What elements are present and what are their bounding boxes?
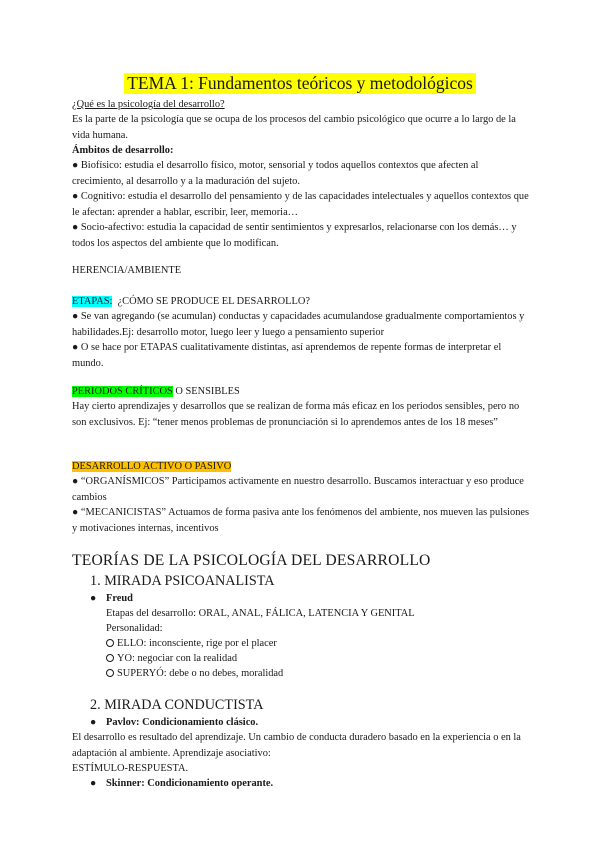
skinner-label: Skinner: Condicionamiento operante. [106,778,274,789]
bullet: ● [90,593,97,604]
freud-ello [106,636,277,652]
psicoanalista-heading: 1. MIRADA PSICOANALISTA [90,573,275,589]
etapas-label: ETAPAS: [72,296,113,307]
title-row [0,73,600,94]
periodos-label: PERIODOS CRÍTICOS [72,386,173,397]
activo-mecanicistas: ● “MECANICISTAS” Actuamos de forma pasiva ante los fenómenos del ambiente, nos mueven las pulsiones y motivaciones internas, incentivos [72,507,530,534]
etapas-question: ¿CÓMO SE PRODUCE EL DESARROLLO? [117,296,310,307]
pavlov-row [90,715,258,731]
ambitos-heading: Ámbitos de desarrollo: [72,145,174,156]
freud-superyo [106,666,283,682]
intro-answer: Es la parte de la psicología que se ocupa de los procesos del cambio psicológico que ocurre a lo largo de la vida humana. [72,114,516,141]
periodos-heading [72,384,530,400]
intro-question: ¿Qué es la psicología del desarrollo? [72,99,225,110]
etapas-point-2: ● O se hace por ETAPAS cualitativamente distintas, así aprendemos de repente formas de interpretar el mundo. [72,342,502,369]
ambito-cognitivo: ● Cognitivo: estudia el desarrollo del pensamiento y de las capacidades intelectuales y aquellos contextos que le afectan: aprender a hablar, escribir, leer, memoria… [72,191,529,218]
conductista-heading: 2. MIRADA CONDUCTISTA [90,697,264,713]
yo-text: YO: negociar con la realidad [117,653,238,664]
ambito-socioafectivo: ● Socio-afectivo: estudia la capacidad de sentir sentimientos y expresarlos, relacionarse con los demás… y todos los aspectos del ambiente que lo modifican. [72,222,517,249]
superyo-text: SUPERYÓ: debe o no debes, moralidad [117,668,284,679]
conductista-text: El desarrollo es resultado del aprendizaje. Un cambio de conducta duradero basado en la experiencia o en la adaptación al ambiente. Aprendizaje asociativo: [72,732,521,759]
circle-bullet-icon [106,669,114,677]
etapas-heading [72,294,530,310]
estimulo-respuesta: ESTÍMULO-RESPUESTA. [72,763,189,774]
pavlov-label: Pavlov: Condicionamiento clásico. [106,717,259,728]
freud-personalidad: Personalidad: [106,623,163,634]
freud-label: Freud [106,593,133,604]
bullet: ● [90,717,97,728]
bullet: ● [90,778,97,789]
ambito-biofisico: ● Biofísico: estudia el desarrollo físico, motor, sensorial y todos aquellos contextos que afecten al crecimiento, al desarrollo y a la maduración del sujeto. [72,160,479,187]
etapas-point-1: ● Se van agregando (se acumulan) conductas y capacidades acumulandose gradualmente comportamientos y habilidades.Ej: desarrollo motor, luego leer y luego a pensamiento superior [72,311,525,338]
activo-organismicos: ● “ORGANÍSMICOS” Participamos activamente en nuestro desarrollo. Buscamos interactuar y eso produce cambios [72,476,524,503]
freud-row [90,591,133,607]
page-title: TEMA 1: Fundamentos teóricos y metodológicos [124,73,476,94]
activo-label: DESARROLLO ACTIVO O PASIVO [72,461,232,472]
teorias-heading: TEORÍAS DE LA PSICOLOGÍA DEL DESARROLLO [72,552,431,569]
herencia-ambiente: HERENCIA/AMBIENTE [72,265,182,276]
circle-bullet-icon [106,654,114,662]
circle-bullet-icon [106,639,114,647]
periodos-label-rest: O SENSIBLES [175,386,240,397]
freud-etapas: Etapas del desarrollo: ORAL, ANAL, FÁLICA, LATENCIA Y GENITAL [106,608,415,619]
periodos-text: Hay cierto aprendizajes y desarrollos que se realizan de forma más eficaz en los periodos sensibles, pero no son exclusivos. Ej: “tener menos problemas de pronunciación si lo aprendemos antes de los 18 meses” [72,401,520,428]
skinner-row [90,776,273,792]
freud-yo [106,651,237,667]
activo-heading [72,459,530,475]
ello-text: ELLO: inconsciente, rige por el placer [117,638,277,649]
